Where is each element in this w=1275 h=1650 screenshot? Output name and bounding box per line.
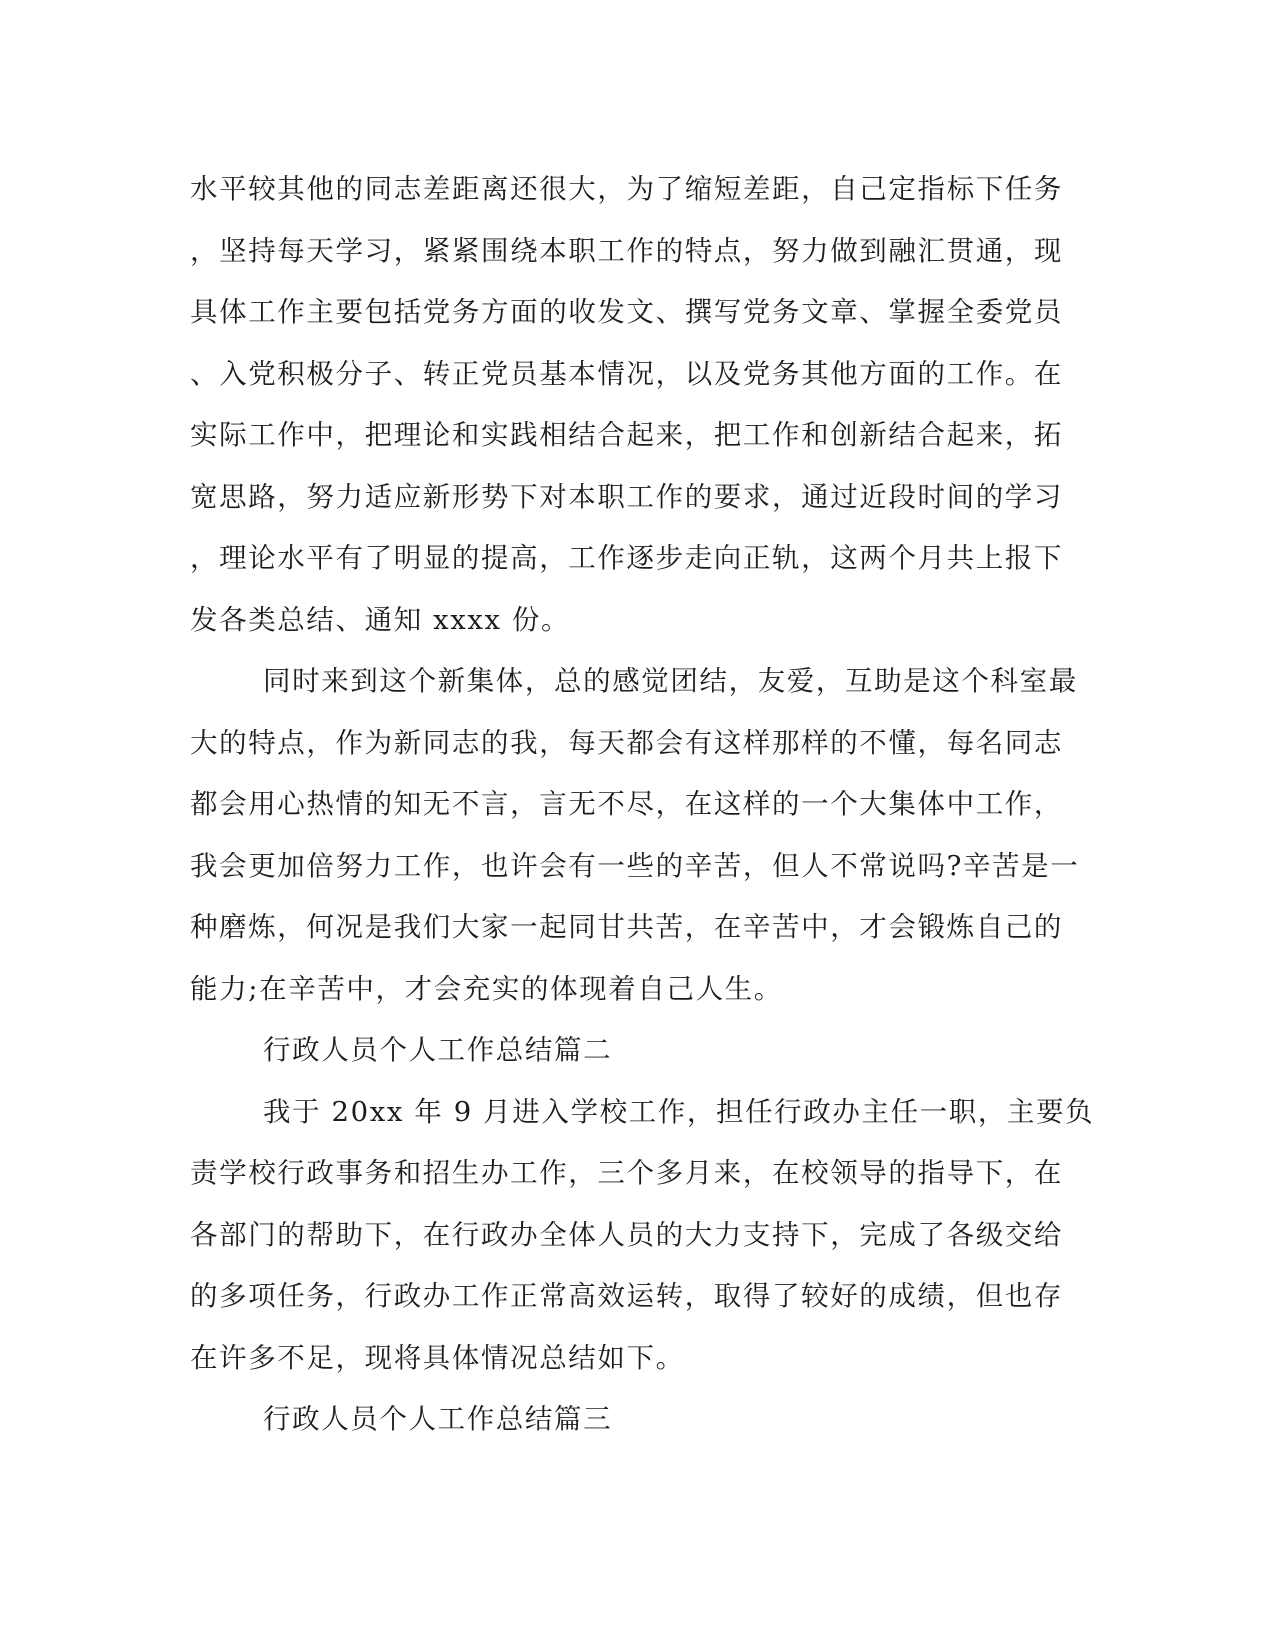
paragraph-line: 实际工作中，把理论和实践相结合起来，把工作和创新结合起来，拓: [190, 419, 1063, 451]
paragraph-line: 在许多不足，现将具体情况总结如下。: [190, 1341, 685, 1374]
paragraph-line: 、入党积极分子、转正党员基本情况，以及党务其他方面的工作。在: [190, 357, 1063, 390]
paragraph-line: 发各类总结、通知 xxxx 份。: [190, 603, 571, 636]
paragraph-line: 种磨炼，何况是我们大家一起同甘共苦，在辛苦中，才会锻炼自己的: [190, 911, 1063, 943]
section-heading: 行政人员个人工作总结篇三: [263, 1403, 613, 1435]
paragraph-line: ，理论水平有了明显的提高，工作逐步走向正轨，这两个月共上报下: [190, 542, 1063, 574]
paragraph-line: 宽思路，努力适应新形势下对本职工作的要求，通过近段时间的学习: [190, 480, 1063, 513]
paragraph-line: ，坚持每天学习，紧紧围绕本职工作的特点，努力做到融汇贯通，现: [190, 234, 1063, 267]
paragraph-first-line: 同时来到这个新集体，总的感觉团结，友爱，互助是这个科室最: [263, 665, 1078, 697]
paragraph-line: 的多项任务，行政办工作正常高效运转，取得了较好的成绩，但也存: [190, 1280, 1063, 1312]
paragraph-line: 各部门的帮助下，在行政办全体人员的大力支持下，完成了各级交给: [190, 1218, 1063, 1251]
paragraph-first-line: 我于 20xx 年 9 月进入学校工作，担任行政办主任一职，主要负: [263, 1095, 1095, 1128]
paragraph-line: 我会更加倍努力工作，也许会有一些的辛苦，但人不常说吗?辛苦是一: [190, 849, 1080, 882]
paragraph-line: 具体工作主要包括党务方面的收发文、撰写党务文章、掌握全委党员: [190, 296, 1063, 328]
document-body: [190, 159, 1095, 1451]
paragraph-line: 都会用心热情的知无不言，言无不尽，在这样的一个大集体中工作，: [190, 788, 1063, 820]
paragraph-line: 责学校行政事务和招生办工作，三个多月来，在校领导的指导下，在: [190, 1157, 1063, 1189]
section-heading: 行政人员个人工作总结篇二: [263, 1034, 613, 1066]
paragraph-line: 大的特点，作为新同志的我，每天都会有这样那样的不懂，每名同志: [190, 726, 1063, 759]
paragraph-line: 水平较其他的同志差距离还很大，为了缩短差距，自己定指标下任务: [190, 173, 1063, 205]
paragraph-line: 能力;在辛苦中，才会充实的体现着自己人生。: [190, 972, 783, 1005]
